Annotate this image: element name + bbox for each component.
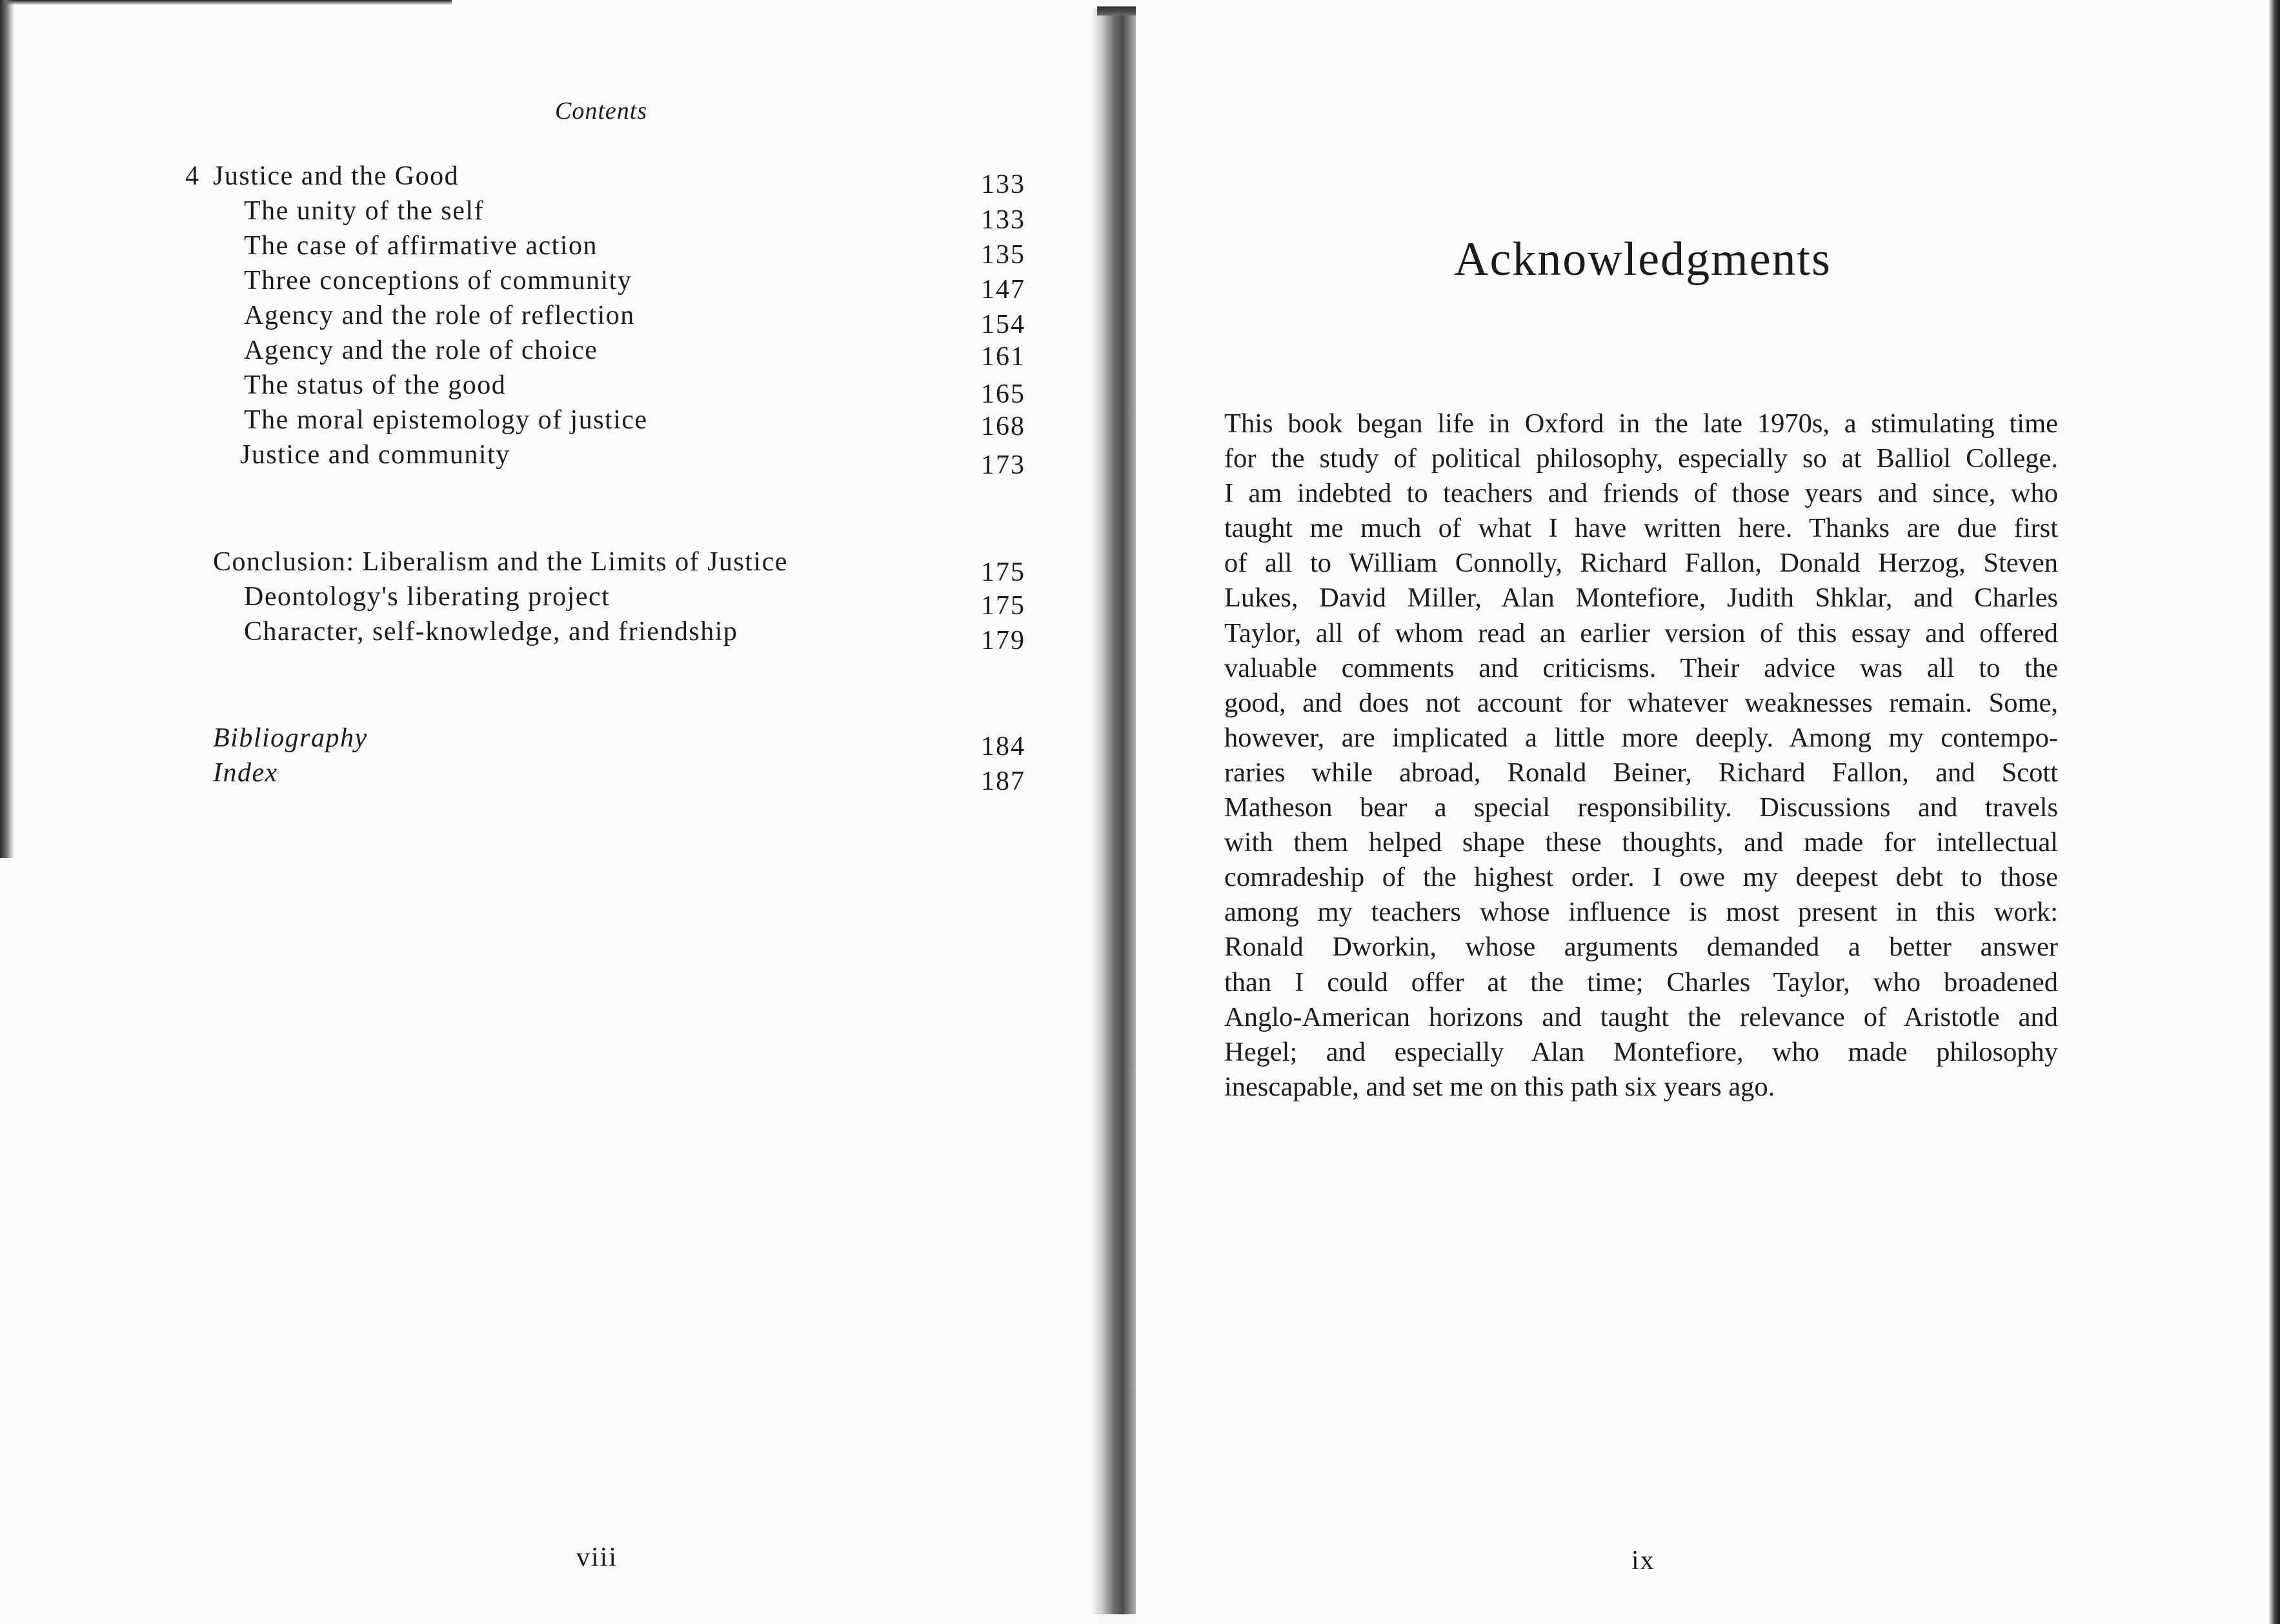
text-line: Ronald Dworkin, whose arguments demanded a better answer	[1224, 932, 2058, 963]
toc-entry-title: The moral epistemology of justice	[244, 405, 648, 435]
text-line: however, are implicated a little more deeply. Among my contempo-	[1224, 722, 2058, 753]
text-line: among my teachers whose influence is most present in this work:	[1224, 897, 2058, 928]
toc-entry-page: 179	[981, 626, 1025, 656]
toc-entry-page: 133	[981, 170, 1025, 199]
toc-entry-title: The status of the good	[244, 370, 507, 400]
text-line: for the study of political philosophy, especially so at Balliol College.	[1224, 443, 2058, 474]
toc-entry-title: Justice and community	[240, 440, 510, 470]
toc-entry-page: 161	[981, 342, 1025, 372]
toc-entry-title: Conclusion: Liberalism and the Limits of Justice	[213, 547, 788, 577]
text-line: inescapable, and set me on this path six years ago.	[1224, 1071, 1775, 1102]
page-number: viii	[576, 1543, 618, 1572]
toc-entry-page: 175	[981, 591, 1025, 621]
text-line: good, and does not account for whatever weaknesses remain. Some,	[1224, 687, 2058, 718]
toc-entry-title: Index	[213, 758, 278, 788]
toc-entry-title: Agency and the role of choice	[244, 336, 598, 365]
scan-shadow	[0, 0, 452, 5]
text-line: Anglo-American horizons and taught the relevance of Aristotle and	[1224, 1001, 2058, 1032]
toc-entry-page: 184	[981, 732, 1025, 761]
toc-entry-page: 154	[981, 310, 1025, 339]
toc-entry-title: Three conceptions of community	[244, 266, 632, 296]
text-line: Taylor, all of whom read an earlier version of this essay and offered	[1224, 617, 2058, 648]
text-line: raries while abroad, Ronald Beiner, Richard Fallon, and Scott	[1224, 757, 2058, 788]
text-line: This book began life in Oxford in the late 1970s, a stimulating time	[1224, 408, 2058, 439]
text-line: I am indebted to teachers and friends of those years and since, who	[1224, 478, 2058, 509]
toc-entry-title: Character, self-knowledge, and friendship	[244, 617, 738, 647]
toc-entry-page: 147	[981, 275, 1025, 305]
toc-entry-page: 165	[981, 379, 1025, 409]
toc-entry-title: Deontology's liberating project	[244, 582, 610, 612]
toc-entry-page: 135	[981, 240, 1025, 270]
toc-entry-page: 173	[981, 450, 1025, 480]
text-line: with them helped shape these thoughts, and made for intellectual	[1224, 827, 2058, 858]
text-line: Hegel; and especially Alan Montefiore, who made philosophy	[1224, 1036, 2058, 1067]
chapter-number: 4	[185, 161, 199, 191]
right-page	[1136, 0, 2280, 1624]
toc-entry-title: The case of affirmative action	[244, 231, 598, 261]
toc-entry-page: 133	[981, 205, 1025, 235]
text-line: than I could offer at the time; Charles Taylor, who broadened	[1224, 967, 2058, 997]
text-line: of all to William Connolly, Richard Fallon, Donald Herzog, Steven	[1224, 548, 2058, 579]
toc-entry-title: Justice and the Good	[213, 161, 459, 191]
text-line: Lukes, David Miller, Alan Montefiore, Judith Shklar, and Charles	[1224, 583, 2058, 614]
page-number: ix	[1631, 1546, 1655, 1576]
running-head: Contents	[555, 97, 648, 125]
toc-entry-page: 175	[981, 557, 1025, 587]
toc-entry-title: The unity of the self	[244, 196, 485, 226]
text-line: valuable comments and criticisms. Their advice was all to the	[1224, 652, 2058, 683]
toc-entry-page: 168	[981, 412, 1025, 441]
toc-entry-title: Bibliography	[213, 723, 368, 753]
text-line: Matheson bear a special responsibility. Discussions and travels	[1224, 792, 2058, 823]
scan-shadow	[2268, 0, 2280, 1624]
toc-entry-title: Agency and the role of reflection	[244, 301, 635, 330]
page-title: Acknowledgments	[1454, 233, 1831, 286]
toc-entry-page: 187	[981, 767, 1025, 796]
text-line: comradeship of the highest order. I owe my deepest debt to those	[1224, 862, 2058, 893]
scan-shadow	[0, 0, 14, 858]
left-page	[0, 0, 1097, 1624]
acknowledgments-text	[1224, 406, 2058, 1105]
text-line: taught me much of what I have written here. Thanks are due first	[1224, 513, 2058, 544]
